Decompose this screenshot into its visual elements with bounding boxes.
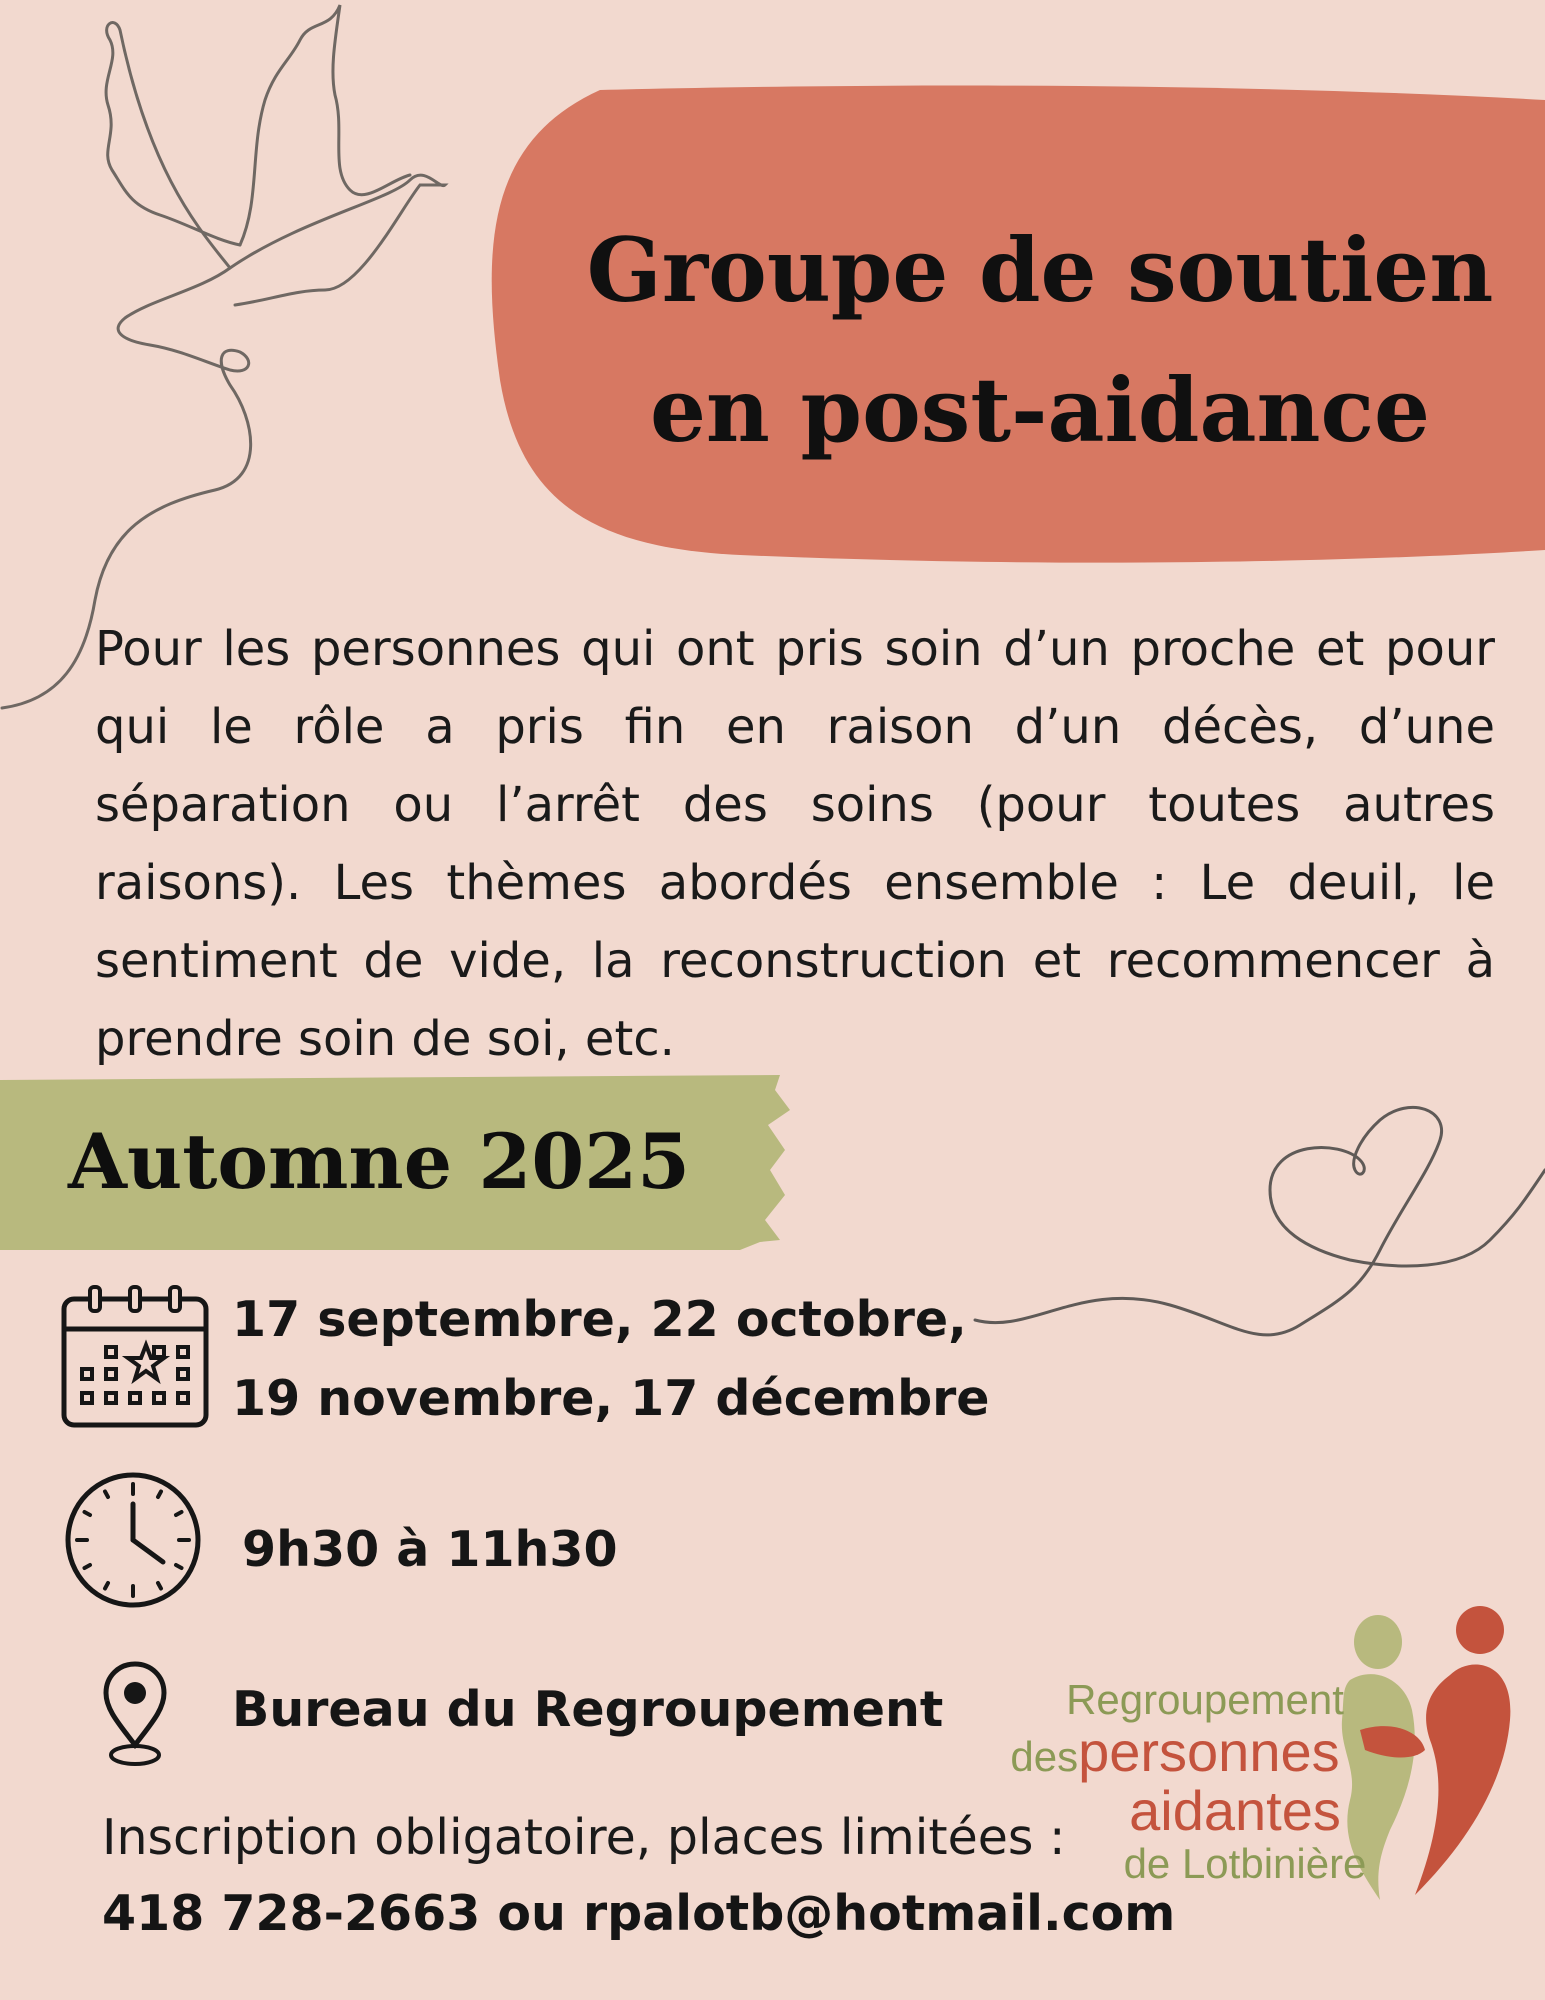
location-pin-icon: [100, 1660, 170, 1770]
clock-icon: [63, 1470, 203, 1610]
calendar-icon: [60, 1285, 210, 1430]
page-title: [560, 200, 1520, 480]
title-line-2: en post-aidance: [649, 358, 1431, 462]
dates-line-1: 17 septembre, 22 octobre,: [232, 1291, 967, 1348]
season-label: Automne 2025: [68, 1117, 691, 1206]
organization-logo-text: [960, 1675, 1390, 1890]
logo-line-3: aidantes: [1129, 1779, 1341, 1842]
heart-line-icon: [970, 1100, 1545, 1360]
session-dates: [232, 1280, 990, 1438]
logo-line-2-word: personnes: [1078, 1720, 1340, 1783]
dates-line-2: 19 novembre, 17 décembre: [232, 1370, 990, 1427]
session-time: 9h30 à 11h30: [242, 1521, 618, 1578]
logo-line-4: de Lotbinière: [1123, 1840, 1367, 1887]
inscription-note: Inscription obligatoire, places limitées :: [102, 1809, 1066, 1866]
session-place: Bureau du Regroupement: [232, 1681, 944, 1738]
title-line-1: Groupe de soutien: [586, 218, 1494, 322]
logo-line-1: Regroupement: [1066, 1676, 1344, 1723]
intro-paragraph: Pour les personnes qui ont pris soin d’un proche et pour qui le rôle a pris fin en raison d’un décès, d’une séparation ou l’arrêt des soins (pour toutes autres raisons). Les thèmes abordés ensemble : Le deuil, le sentiment de vide, la reconstruction et recommencer à prendre soin de soi, etc.: [95, 621, 1495, 1067]
contact-info: 418 728-2663 ou rpalotb@hotmail.com: [102, 1885, 1176, 1942]
logo-line-2: [960, 1720, 1390, 1784]
logo-line-2-prefix: des: [1010, 1733, 1079, 1780]
